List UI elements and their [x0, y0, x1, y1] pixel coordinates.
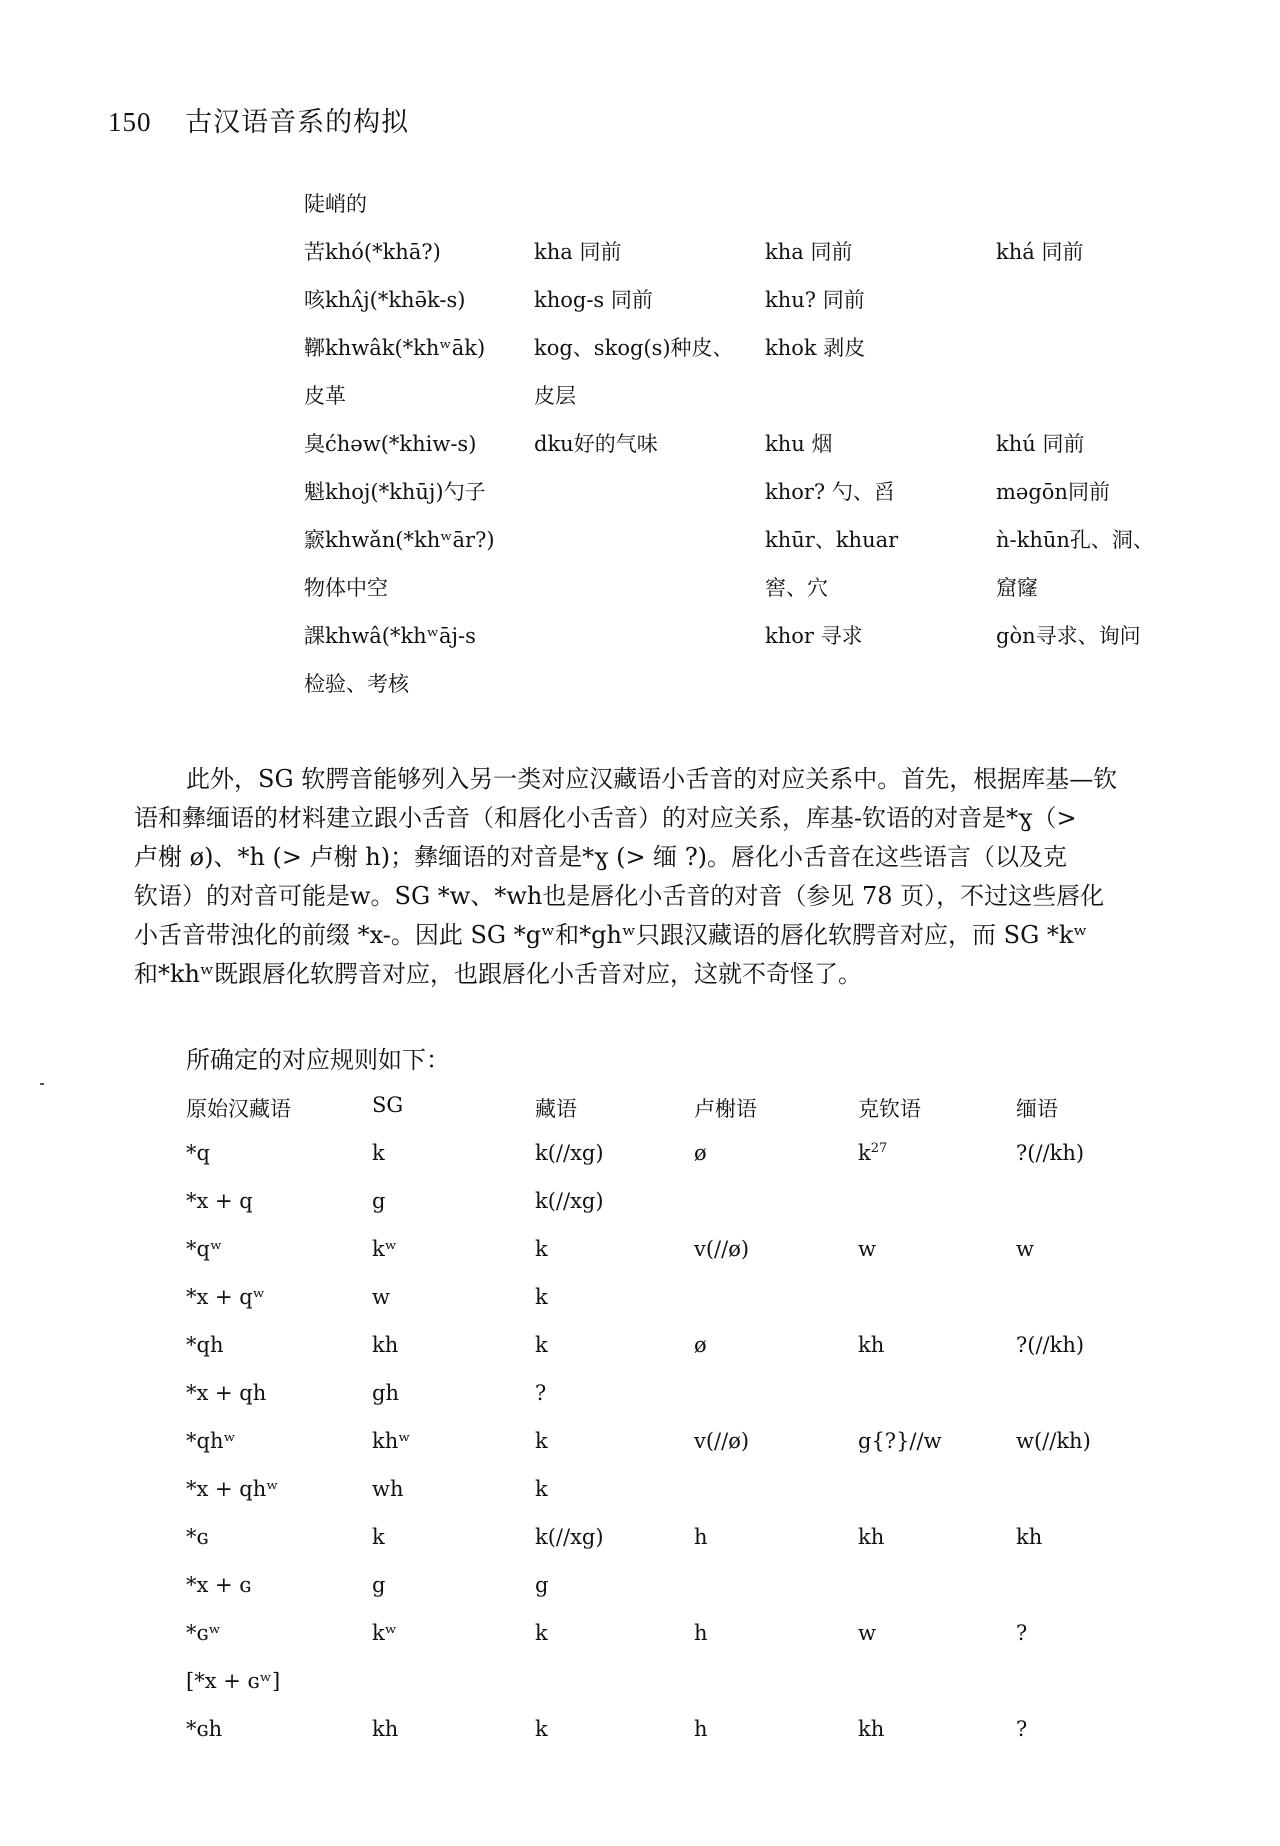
table-cell: 鞹khwâk(*khʷāk) — [304, 336, 486, 360]
table-cell: gòn寻求、询问 — [996, 624, 1141, 648]
table-cell: 課khwâ(*khʷāj-s — [304, 624, 476, 648]
table-cell: kʷ — [372, 1621, 398, 1645]
table-cell: k — [535, 1477, 548, 1501]
table-cell: g — [372, 1573, 386, 1597]
table-cell: ǹ-khūn孔、洞、 — [996, 528, 1154, 552]
table-cell: khog-s 同前 — [534, 288, 653, 312]
table-cell: khʷ — [372, 1429, 411, 1453]
table-cell: *x + qhʷ — [186, 1477, 279, 1501]
table-cell: k(//xg) — [535, 1525, 604, 1549]
table-cell: *ɢ — [186, 1525, 209, 1549]
table-cell: khu 烟 — [765, 432, 833, 456]
table-cell: g — [372, 1189, 386, 1213]
table-row — [304, 476, 1204, 506]
paragraph-line: 小舌音带浊化的前缀 *x-。因此 SG *gʷ和*ghʷ只跟汉藏语的唇化软腭音对应，而 SG *kʷ — [134, 921, 1088, 949]
running-header — [108, 100, 409, 139]
table-cell: kog、skog(s)种皮、 — [534, 336, 734, 360]
table-cell: ø — [694, 1333, 707, 1357]
table-cell: khūr、khuar — [765, 528, 899, 552]
table-cell: w — [1016, 1237, 1034, 1261]
table-cell: khor 寻求 — [765, 624, 863, 648]
table-cell: khok 剥皮 — [765, 336, 866, 360]
column-header: 卢榭语 — [694, 1097, 757, 1121]
table-cell: ? — [1016, 1717, 1028, 1741]
table-cell: 窖、穴 — [765, 576, 828, 600]
column-header: 藏语 — [535, 1097, 577, 1121]
table-cell: k(//xg) — [535, 1141, 604, 1165]
table-cell: 苦khó(*khā?) — [304, 240, 441, 264]
paragraph-line: 钦语）的对音可能是w。SG *w、*wh也是唇化小舌音的对音（参见 78 页），不过这些唇化 — [134, 882, 1105, 910]
table-cell: h — [694, 1717, 708, 1741]
table-cell: *qʷ — [186, 1237, 223, 1261]
table-cell: w — [372, 1285, 390, 1309]
paragraph-line: 此外，SG 软腭音能够列入另一类对应汉藏语小舌音的对应关系中。首先，根据库基—钦 — [186, 765, 1118, 793]
table-cell: w — [858, 1237, 876, 1261]
table-cell: ? — [1016, 1621, 1028, 1645]
table-cell: g — [535, 1573, 549, 1597]
table-cell: 物体中空 — [304, 576, 388, 600]
table-cell: 窟窿 — [996, 576, 1038, 600]
table-cell: *qhʷ — [186, 1429, 236, 1453]
table-row — [186, 1429, 1186, 1459]
table-cell: kh — [372, 1717, 399, 1741]
table-cell: k — [535, 1333, 548, 1357]
table-row — [304, 668, 1204, 698]
paragraph-line: 和*khʷ既跟唇化软腭音对应，也跟唇化小舌音对应，这就不奇怪了。 — [134, 960, 863, 988]
table-row — [186, 1189, 1186, 1219]
table-cell: k — [535, 1621, 548, 1645]
table-cell: kh — [858, 1525, 885, 1549]
table-row — [186, 1717, 1186, 1747]
column-header: 缅语 — [1016, 1097, 1058, 1121]
rule-intro: 所确定的对应规则如下： — [186, 1046, 450, 1074]
table-cell: ?(//kh) — [1016, 1333, 1085, 1357]
table-cell: h — [694, 1525, 708, 1549]
table-cell: *ɢh — [186, 1717, 223, 1741]
table-row — [186, 1141, 1186, 1171]
table-cell: kh — [858, 1333, 885, 1357]
table-cell: w — [858, 1621, 876, 1645]
table-cell: 咳khʌ̂j(*khə̄k-s) — [304, 288, 466, 312]
table-cell: kh — [1016, 1525, 1043, 1549]
table-row — [304, 332, 1204, 362]
table-cell: *q — [186, 1141, 210, 1165]
paragraph-line: 卢榭 ø)、*h (> 卢榭 h)；彝缅语的对音是*ɣ (> 缅 ?)。唇化小舌音在这些语言（以及克 — [134, 843, 1068, 871]
table-cell: g{?}//w — [858, 1429, 942, 1453]
table-cell: khú 同前 — [996, 432, 1085, 456]
table-row — [186, 1285, 1186, 1315]
table-row — [186, 1237, 1186, 1267]
table-cell: khu? 同前 — [765, 288, 865, 312]
table-row — [186, 1573, 1186, 1603]
table-cell: k — [535, 1237, 548, 1261]
table-cell: kh — [372, 1333, 399, 1357]
column-header: 原始汉藏语 — [186, 1097, 291, 1121]
table-cell: ?(//kh) — [1016, 1141, 1085, 1165]
table-cell: *x + qh — [186, 1381, 267, 1405]
table-cell: ø — [694, 1141, 707, 1165]
table-cell: khor? 勺、舀 — [765, 480, 895, 504]
table-cell: *x + ɢ — [186, 1573, 252, 1597]
table-cell: v(//ø) — [694, 1429, 750, 1453]
table-cell: k(//xg) — [535, 1189, 604, 1213]
table-cell: 臭ćhəw(*khiw-s) — [304, 432, 477, 456]
table-cell: w(//kh) — [1016, 1429, 1091, 1453]
table-cell: gh — [372, 1381, 399, 1405]
table-row — [304, 428, 1204, 458]
table-cell: 魁khoj(*khūj)勺子 — [304, 480, 486, 504]
table-cell: kha 同前 — [765, 240, 853, 264]
table-cell: v(//ø) — [694, 1237, 750, 1261]
table-row — [186, 1621, 1186, 1651]
column-header: SG — [372, 1093, 404, 1117]
table-header-row — [186, 1093, 1186, 1123]
table-cell: *x + qʷ — [186, 1285, 266, 1309]
table-cell: k — [535, 1285, 548, 1309]
table-cell: k — [372, 1525, 385, 1549]
table-cell: *qh — [186, 1333, 224, 1357]
table-row — [186, 1525, 1186, 1555]
table-row — [304, 236, 1204, 266]
table-cell: h — [694, 1621, 708, 1645]
table-cell: *ɢʷ — [186, 1621, 221, 1645]
table-cell: 窾khwǎn(*khʷār?) — [304, 528, 495, 552]
table-cell: kha 同前 — [534, 240, 622, 264]
table-cell: ? — [535, 1381, 547, 1405]
table-cell: k — [372, 1141, 385, 1165]
book-title: 古汉语音系的构拟 — [185, 107, 410, 138]
table-cell: wh — [372, 1477, 404, 1501]
table-cell: khá 同前 — [996, 240, 1084, 264]
table-cell: k — [535, 1717, 548, 1741]
table-cell: *x + q — [186, 1189, 253, 1213]
table-row — [304, 620, 1204, 650]
table-row — [186, 1333, 1186, 1363]
table-cell: məgōn同前 — [996, 480, 1110, 504]
table-cell: 皮层 — [534, 384, 576, 408]
margin-mark — [40, 1083, 44, 1085]
body-paragraph — [134, 760, 1214, 994]
table-cell: [*x + ɢʷ] — [186, 1669, 281, 1693]
table-row — [186, 1669, 1186, 1699]
table-row — [186, 1381, 1186, 1411]
table-row — [304, 380, 1204, 410]
table-cell: kʷ — [372, 1237, 398, 1261]
table-cell: 皮革 — [304, 384, 346, 408]
table-row — [304, 188, 1204, 218]
page-number: 150 — [108, 107, 152, 137]
table-cell: 检验、考核 — [304, 672, 409, 696]
table-row — [304, 572, 1204, 602]
table-cell: $k^{27}$ — [858, 1141, 888, 1165]
table-cell: k — [535, 1429, 548, 1453]
table-cell: 陡峭的 — [304, 192, 367, 216]
table-row — [304, 284, 1204, 314]
paragraph-line: 语和彝缅语的材料建立跟小舌音（和唇化小舌音）的对应关系，库基-钦语的对音是*ɣ（> — [134, 804, 1077, 832]
table-cell: dku好的气味 — [534, 432, 658, 456]
table-row — [304, 524, 1204, 554]
table-cell: kh — [858, 1717, 885, 1741]
table-row — [186, 1477, 1186, 1507]
column-header: 克钦语 — [858, 1097, 921, 1121]
